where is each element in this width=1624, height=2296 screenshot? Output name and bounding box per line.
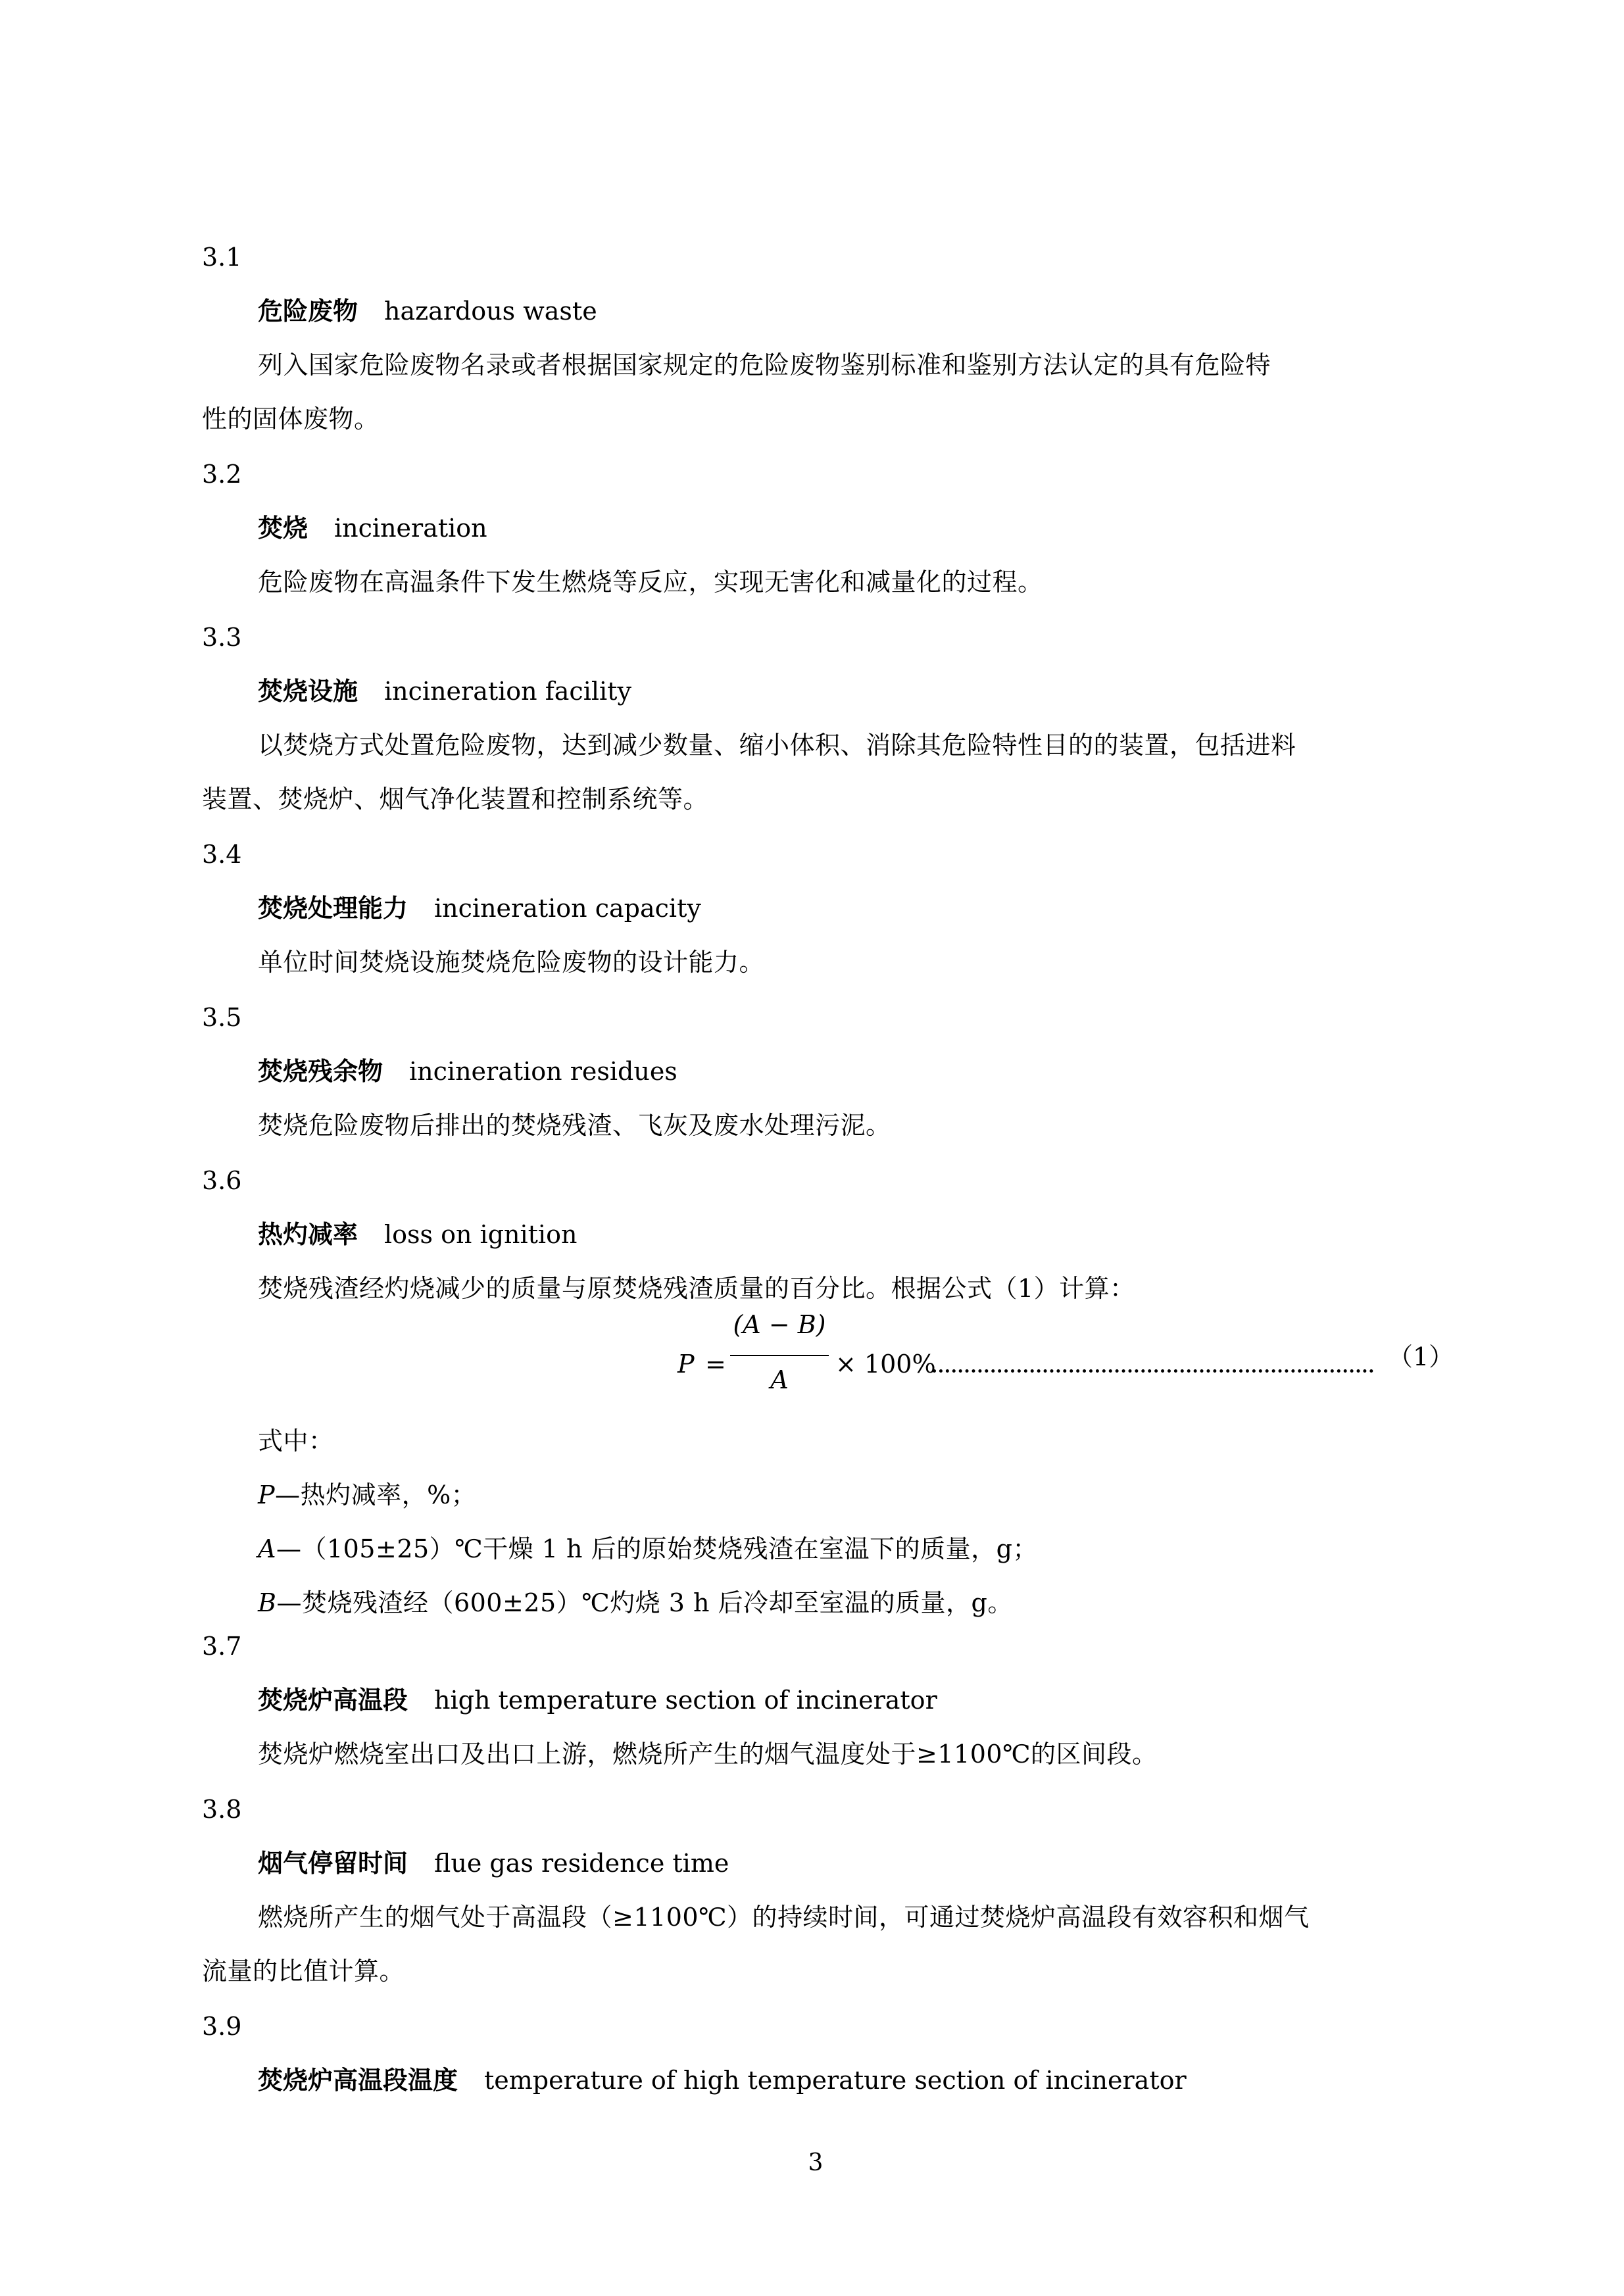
term-zh: 焚烧 [258,514,308,543]
term-zh: 焚烧残余物 [258,1057,383,1086]
definition-text: 焚烧危险废物后排出的焚烧残渣、飞灰及废水处理污泥。 [258,1111,891,1140]
formula-number: （1） [1388,1342,1454,1371]
definition-text: 焚烧炉燃烧室出口及出口上游，燃烧所产生的烟气温度处于≥1100℃的区间段。 [258,1740,1158,1769]
term-heading [258,1218,577,1251]
term-en: incineration capacity [434,894,701,923]
variable-symbol: B [258,1588,277,1617]
section-number: 3.4 [202,840,242,869]
section-number: 3.5 [202,1003,242,1032]
term-zh: 焚烧炉高温段温度 [258,2066,458,2095]
term-en: hazardous waste [384,297,597,326]
definition-text: 单位时间焚烧设施焚烧危险废物的设计能力。 [258,948,765,977]
term-heading [258,675,631,708]
term-en: incineration facility [384,677,631,706]
term-zh: 焚烧炉高温段 [258,1686,408,1715]
variable-text: —焚烧残渣经（600±25）℃灼烧 3 h 后冷却至室温的质量，g。 [276,1588,1013,1617]
term-en: incineration residues [409,1057,677,1086]
fraction-bar [730,1355,829,1356]
term-zh: 危险废物 [258,297,358,326]
definition-text: 流量的比值计算。 [202,1957,405,1986]
formula-fraction [730,1310,829,1402]
formula-leader-dots [933,1356,1373,1373]
variable-definition [258,1532,1038,1565]
formula-lhs: P [677,1350,695,1379]
formula-multiplier: × 100% [835,1350,936,1379]
variable-text: —热灼减率，%； [275,1480,477,1509]
term-en: loss on ignition [384,1220,578,1249]
formula-denominator: A [770,1365,789,1394]
definition-text: 性的固体废物。 [202,404,380,433]
term-zh: 热灼减率 [258,1220,358,1249]
term-zh: 焚烧处理能力 [258,894,408,923]
term-heading [258,2064,1187,2097]
formula-numerator: (A − B) [733,1310,826,1339]
term-heading [258,892,701,925]
definition-text: 焚烧残渣经灼烧减少的质量与原焚烧残渣质量的百分比。根据公式（1）计算： [258,1274,1135,1303]
formula-1 [677,1310,1454,1409]
variable-definition [258,1586,1013,1619]
section-number: 3.9 [202,2012,242,2041]
formula-equals: = [705,1350,726,1379]
section-number: 3.7 [202,1632,242,1661]
variable-symbol: P [258,1480,276,1509]
section-number: 3.1 [202,243,242,272]
term-en: flue gas residence time [434,1849,729,1878]
definition-text: 以焚烧方式处置危险废物，达到减少数量、缩小体积、消除其危险特性目的的装置，包括进料 [258,731,1296,760]
term-heading [258,1847,729,1880]
term-heading [258,295,597,328]
term-heading [258,512,487,545]
page-number: 3 [808,2149,824,2176]
section-number: 3.8 [202,1795,242,1824]
definition-text: 装置、焚烧炉、烟气净化装置和控制系统等。 [202,785,709,814]
section-number: 3.2 [202,460,242,489]
term-heading [258,1684,937,1717]
definition-text: 列入国家危险废物名录或者根据国家规定的危险废物鉴别标准和鉴别方法认定的具有危险特 [258,351,1271,379]
variable-text: —（105±25）℃干燥 1 h 后的原始焚烧残渣在室温下的质量，g； [276,1534,1038,1563]
definition-text: 燃烧所产生的烟气处于高温段（≥1100℃）的持续时间，可通过焚烧炉高温段有效容积和烟气 [258,1903,1310,1932]
term-heading [258,1055,677,1088]
term-en: temperature of high temperature section of incinerator [484,2066,1187,2095]
definition-text: 危险废物在高温条件下发生燃烧等反应，实现无害化和减量化的过程。 [258,568,1043,597]
term-en: high temperature section of incinerator [434,1686,937,1715]
where-intro: 式中： [258,1427,334,1455]
variable-symbol: A [258,1534,276,1563]
term-zh: 烟气停留时间 [258,1849,408,1878]
section-number: 3.3 [202,623,242,652]
term-zh: 焚烧设施 [258,677,358,706]
section-number: 3.6 [202,1166,242,1195]
variable-definition [258,1478,476,1511]
term-en: incineration [334,514,487,543]
